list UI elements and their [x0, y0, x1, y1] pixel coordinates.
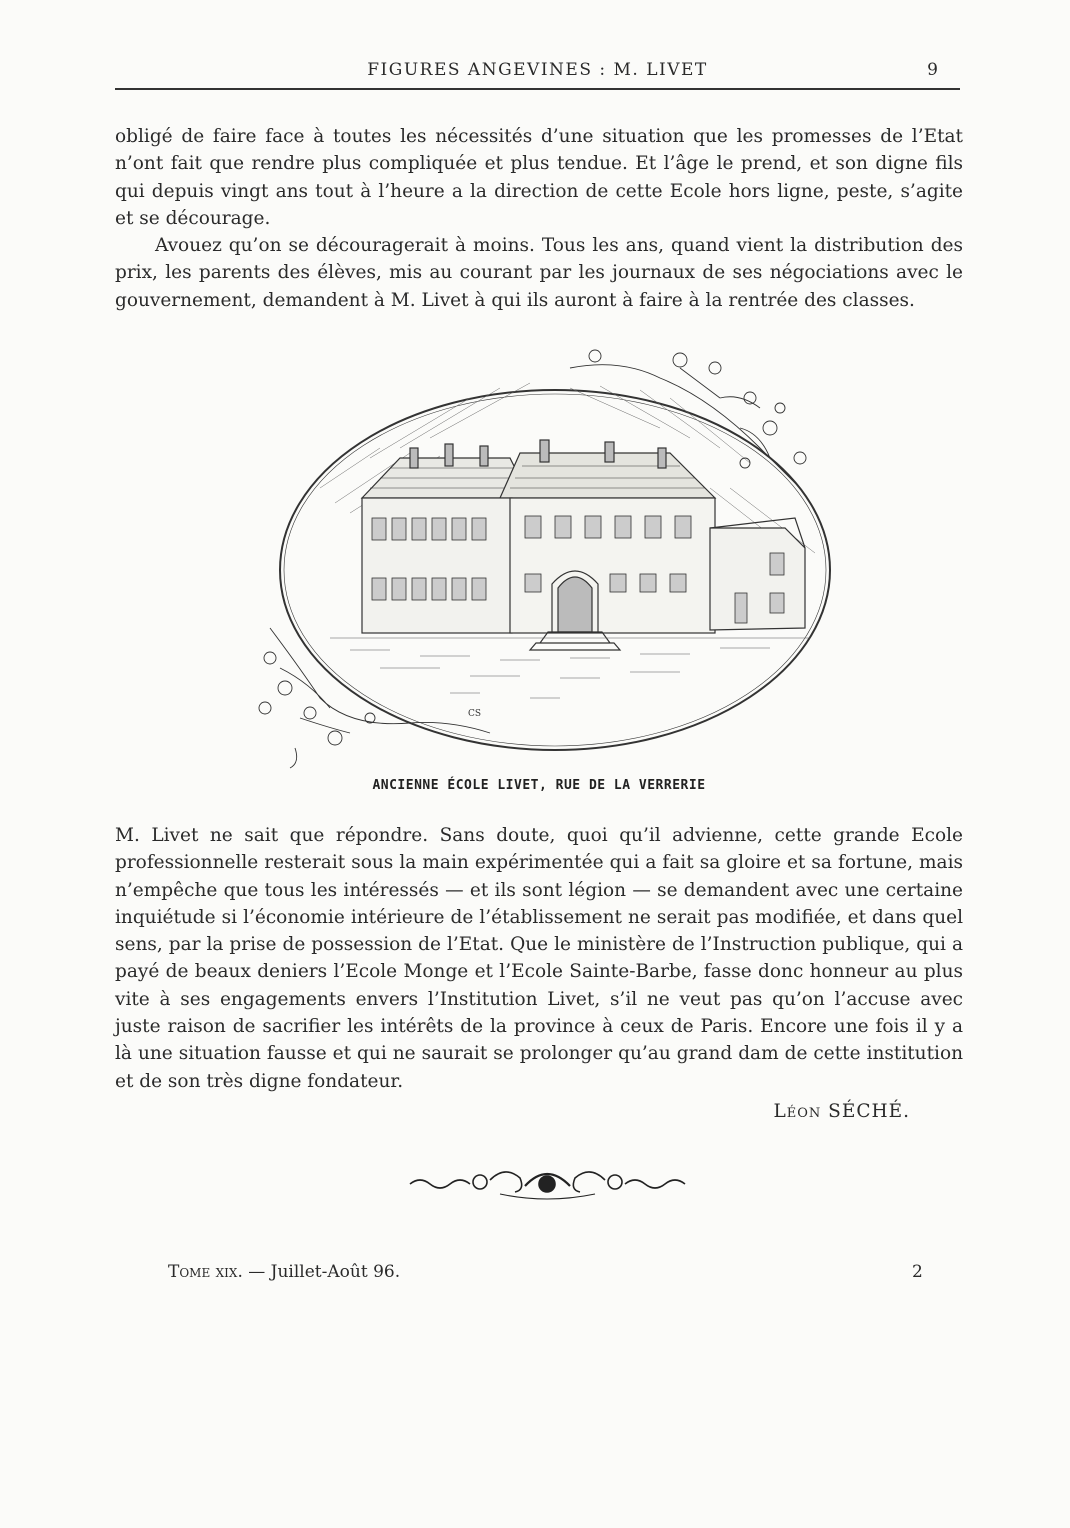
footer-issue-line [168, 1262, 400, 1282]
ornament-divider [405, 1160, 690, 1202]
signature-last-name: SÉCHÉ. [828, 1101, 910, 1122]
signature-first-name: Léon [773, 1101, 822, 1122]
page-number: 9 [927, 60, 938, 80]
illustration-caption: ANCIENNE ÉCOLE LIVET, RUE DE LA VERRERIE [372, 778, 706, 793]
annex-building [710, 528, 805, 630]
artist-initials: CS [468, 709, 482, 719]
text-block-top [115, 123, 963, 314]
footer-signature-mark: 2 [912, 1262, 923, 1282]
running-head [115, 58, 960, 90]
footer-issue: — Juillet-Août 96. [242, 1262, 401, 1282]
footer-tome: Tome xix. [168, 1262, 243, 1282]
paragraph-3: M. Livet ne sait que répondre. Sans doute, quoi qu’il advienne, cette grande Ecole professionnelle resterait sous la main expérimentée qui a fait sa gloire et sa fortune, mais n’empêche que tous les intéressés — et ils sont légion — se demandent avec une certaine inquiétude si l’économie intérieure de l’établissement ne serait pas modifiée, et dans quel sens, par la prise de possession de l’Etat. Que le ministère de l’Instruction publique, qui a payé de beaux deniers l’Ecole Monge et l’Ecole Sainte-Barbe, fasse donc honneur au plus vite à ses engagements envers l’Institution Livet, s’il ne veut pas qu’on l’accuse avec juste raison de sacrifier les intérêts de la province à ceux de Paris. Encore une fois il y a là une situation fausse et qui ne saurait se prolonger qu’au grand dam de cette institution et de son très digne fondateur. [115, 825, 963, 1092]
author-signature [773, 1101, 910, 1122]
arched-door [558, 577, 592, 632]
school-engraving-illustration [240, 338, 840, 778]
paragraph-2: Avouez qu’on se découragerait à moins. Tous les ans, quand vient la distribution des prix, les parents des élèves, mis au courant par les journaux de ses négociations avec le gouvernement, demandent à M. Livet à qui ils auront à faire à la rentrée des classes. [115, 235, 963, 311]
foliage-bottom-left [259, 628, 490, 768]
text-block-bottom [115, 822, 963, 1095]
running-title: FIGURES ANGEVINES : M. LIVET [367, 60, 708, 80]
paragraph-1: obligé de faire face à toutes les nécessités d’une situation que les promesses de l’Etat n’ont fait que rendre plus compliquée et plus tendue. Et l’âge le prend, et son digne fils qui depuis vingt ans tout à l’heure a la direction de cette Ecole hors ligne, peste, s’agite et se décourage. [115, 126, 963, 229]
